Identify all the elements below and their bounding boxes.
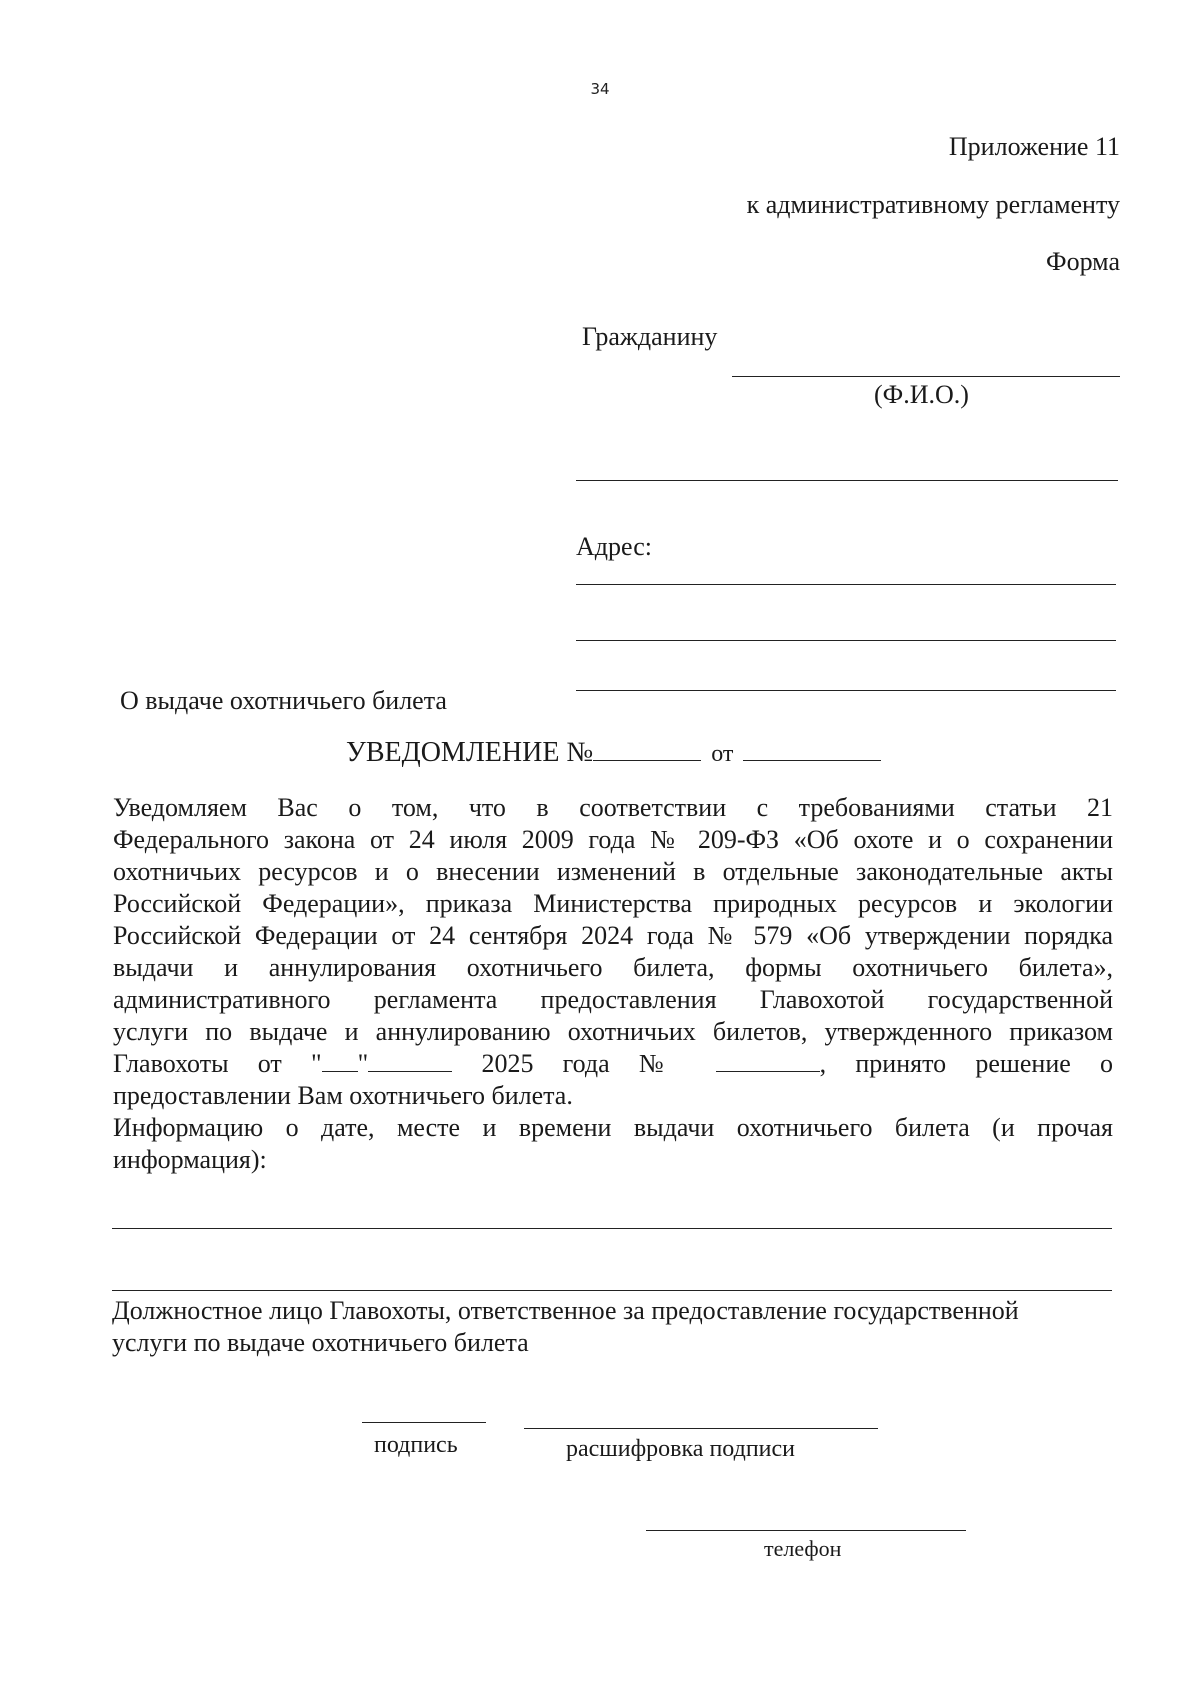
address-line-3	[576, 690, 1116, 691]
decoding-caption: расшифровка подписи	[566, 1436, 796, 1462]
date-line-prefix: Главохоты от "	[113, 1049, 322, 1078]
regulation-reference: к административному регламенту	[746, 190, 1120, 219]
notice-from-word: от	[711, 741, 734, 767]
body-line: Федерального закона от 24 июля 2009 года № 209-ФЗ «Об охоте и о сохранении	[113, 825, 1113, 854]
body-line: выдачи и аннулирования охотничьего билета, формы охотничьего билета»,	[113, 953, 1113, 982]
body-line: Российской Федерации», приказа Министерства природных ресурсов и экологии	[113, 889, 1113, 918]
appendix-label: Приложение 11	[948, 132, 1120, 161]
address-label: Адрес:	[576, 532, 652, 561]
order-number-blank	[716, 1051, 820, 1072]
info-line: информация):	[113, 1145, 267, 1174]
month-blank	[368, 1051, 452, 1072]
phone-caption: телефон	[764, 1536, 842, 1561]
page-number: 34	[590, 80, 610, 98]
official-line-1: Должностное лицо Главохоты, ответственное за предоставление государственной	[112, 1296, 1019, 1325]
day-blank	[322, 1051, 358, 1072]
notice-number-blank	[593, 738, 701, 761]
signature-decoding-line	[524, 1428, 878, 1429]
info-blank-line-1	[112, 1228, 1112, 1229]
fio-line	[732, 376, 1120, 377]
notice-title-text: УВЕДОМЛЕНИЕ №	[346, 737, 594, 768]
notice-body	[113, 792, 1113, 1176]
body-line: административного регламента предоставления Главохотой государственной	[113, 985, 1113, 1014]
address-line-1	[576, 584, 1116, 585]
body-line: Уведомляем Вас о том, что в соответствии с требованиями статьи 21	[113, 793, 1113, 822]
date-line-year: 2025 года №	[481, 1049, 687, 1078]
notice-title	[346, 737, 881, 769]
info-blank-line-2	[112, 1290, 1112, 1291]
notice-date-blank	[743, 738, 881, 761]
address-line-2	[576, 640, 1116, 641]
body-closing-line: предоставлении Вам охотничьего билета.	[113, 1081, 573, 1110]
signature-line	[362, 1422, 486, 1423]
signature-caption: подпись	[374, 1432, 458, 1458]
recipient-extra-line	[576, 480, 1118, 481]
form-label: Форма	[1046, 247, 1120, 276]
body-date-line	[113, 1048, 1113, 1080]
phone-line	[646, 1530, 966, 1531]
date-line-mid: "	[357, 1049, 369, 1078]
date-line-suffix: , принято решение о	[819, 1049, 1114, 1078]
body-line: охотничьих ресурсов и о внесении изменений в отдельные законодательные акты	[113, 857, 1113, 886]
body-line: Российской Федерации от 24 сентября 2024 года № 579 «Об утверждении порядка	[113, 921, 1113, 950]
official-line-2: услуги по выдаче охотничьего билета	[112, 1328, 529, 1357]
info-line: Информацию о дате, месте и времени выдачи охотничьего билета (и прочая	[113, 1113, 1113, 1142]
fio-caption: (Ф.И.О.)	[874, 380, 969, 409]
body-line: услуги по выдаче и аннулированию охотничьих билетов, утвержденного приказом	[113, 1017, 1113, 1046]
recipient-label: Гражданину	[582, 322, 718, 351]
subject-line: О выдаче охотничьего билета	[120, 686, 447, 715]
